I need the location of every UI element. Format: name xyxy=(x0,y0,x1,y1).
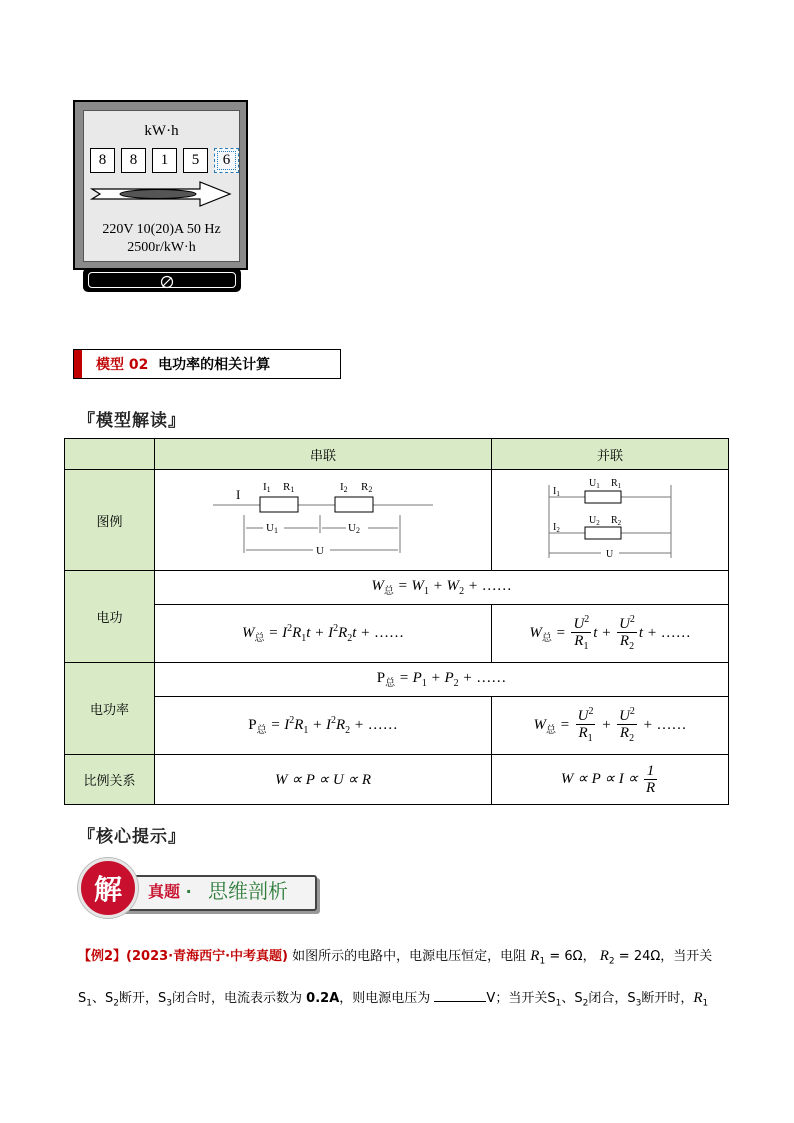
power-series-formula: $P_总 = I^2R_1 + I^2R_2$ + …… xyxy=(155,697,492,755)
exam-banner xyxy=(78,858,318,920)
label-I2: I2 xyxy=(340,481,348,494)
p-label-U2-main: U xyxy=(589,515,597,526)
row-label-work: 电功 xyxy=(65,571,155,663)
meter-digit: 5 xyxy=(183,148,208,173)
model-table xyxy=(64,438,729,805)
label-R2: R2 xyxy=(361,481,373,494)
p-label-R2: $R_2$ xyxy=(611,515,622,527)
meter-digit: 8 xyxy=(121,148,146,173)
banner-label: 真题 · xyxy=(148,882,192,901)
table-corner-cell xyxy=(65,439,155,470)
example-text-1: 如图所示的电路中，电源电压恒定，电阻 xyxy=(292,949,527,964)
work-series-formula: $W_总 = I^2R_1t + I^2R_2t$ + …… xyxy=(155,605,492,663)
label-I: I xyxy=(236,487,241,502)
series-circuit-diagram xyxy=(208,473,438,563)
model-section-header xyxy=(73,349,341,379)
row-label-power: 电功率 xyxy=(65,663,155,755)
current-value: 0.2A xyxy=(306,991,340,1006)
proportion-parallel: W ∝ P ∝ I ∝ $\frac{1}{R}$ xyxy=(492,755,729,805)
p-label-U: U xyxy=(606,549,614,560)
label-R1: R1 xyxy=(283,481,295,494)
meter-base xyxy=(83,268,241,292)
model-title xyxy=(96,354,270,374)
meter-disc-arrow-icon xyxy=(90,179,235,209)
interpretation-title: 『模型解读』 xyxy=(78,411,186,431)
power-total-formula: $P_总 = P_1 + P_2$ + …… xyxy=(155,663,729,697)
p-label-R2-main: R xyxy=(611,515,618,526)
work-parallel-formula: $W_总$ = $\frac{U^2}{R_1}$ t + $\frac{U^2}{R_2}$ t + …… xyxy=(492,605,729,663)
p-label-U1: $U_1$ xyxy=(589,478,600,490)
row-label-proportion: 比例关系 xyxy=(65,755,155,805)
p-label-I1: $I_1$ xyxy=(553,486,560,498)
p-label-I2: $I_2$ xyxy=(553,522,560,534)
meter-rating: 220V 10(20)A 50 Hz xyxy=(102,222,221,237)
model-title-text: 电功率的相关计算 xyxy=(158,357,271,373)
banner-subtitle: 思维剖析 xyxy=(208,879,288,903)
parallel-circuit-diagram xyxy=(535,473,685,563)
null-symbol-icon xyxy=(160,275,174,289)
label-U1: U1 xyxy=(266,522,278,535)
power-parallel-formula: $W_总$ = $\frac{U^2}{R_1}$ + $\frac{U^2}{R_2}$ + …… xyxy=(492,697,729,755)
meter-digit: 8 xyxy=(90,148,115,173)
label-U: U xyxy=(316,545,324,557)
core-tips-title: 『核心提示』 xyxy=(78,827,186,847)
proportion-series: W ∝ P ∝ U ∝ R xyxy=(155,755,492,805)
col-header-parallel: 并联 xyxy=(492,439,729,470)
header-accent-bar xyxy=(74,350,82,378)
example-line-2: $S_1$、$S_2$断开，$S_3$闭合时，电流表示数为 0.2A，则电源电压为 V；当开关$S_1$、$S_2$闭合，$S_3$断开时，$R_1$ xyxy=(78,987,738,1014)
label-R2-main: R xyxy=(361,481,369,493)
example-line-1: 【例2】(2023·青海西宁·中考真题) 如图所示的电路中，电源电压恒定，电阻 $R_1 = 6\Omega$， $R_2 = 24\Omega$，当开关 xyxy=(78,948,713,967)
r2-value: 24Ω xyxy=(633,949,661,964)
label-I1: I1 xyxy=(263,481,271,494)
r1-value: 6Ω xyxy=(564,949,583,964)
meter-frame xyxy=(73,100,248,270)
label-I1-main: I xyxy=(263,481,267,493)
meter-digit: 1 xyxy=(152,148,177,173)
p-label-I1-main: I xyxy=(553,486,557,497)
p-label-U2: $U_2$ xyxy=(589,515,600,527)
p-label-R1-main: R xyxy=(611,478,618,489)
label-U1-main: U xyxy=(266,522,274,534)
meter-decimal-digit: 6 xyxy=(214,148,239,173)
meter-base-inner xyxy=(88,272,236,288)
label-U2-main: U xyxy=(348,522,356,534)
row-label-diagram: 图例 xyxy=(65,470,155,571)
meter-panel xyxy=(83,110,240,262)
meter-constant: 2500r/kW·h xyxy=(127,240,196,255)
parallel-diagram-cell xyxy=(492,470,729,571)
p-label-U1-main: U xyxy=(589,478,597,489)
meter-digits xyxy=(90,148,239,173)
solve-badge-icon: 解 xyxy=(78,858,138,918)
example-tag: 【例2】(2023·青海西宁·中考真题) xyxy=(78,949,288,964)
series-diagram-cell xyxy=(155,470,492,571)
col-header-series: 串联 xyxy=(155,439,492,470)
p-label-R1: $R_1$ xyxy=(611,478,622,490)
meter-unit-label: kW·h xyxy=(144,123,179,139)
electricity-meter xyxy=(73,100,248,298)
model-number: 模型 02 xyxy=(96,357,149,373)
label-I2-main: I xyxy=(340,481,344,493)
label-U2: U2 xyxy=(348,522,360,535)
work-total-formula: $W_总 = W_1 + W_2$ + …… xyxy=(155,571,729,605)
answer-blank[interactable] xyxy=(434,987,486,1002)
p-label-I2-main: I xyxy=(553,522,557,533)
label-R1-main: R xyxy=(283,481,291,493)
